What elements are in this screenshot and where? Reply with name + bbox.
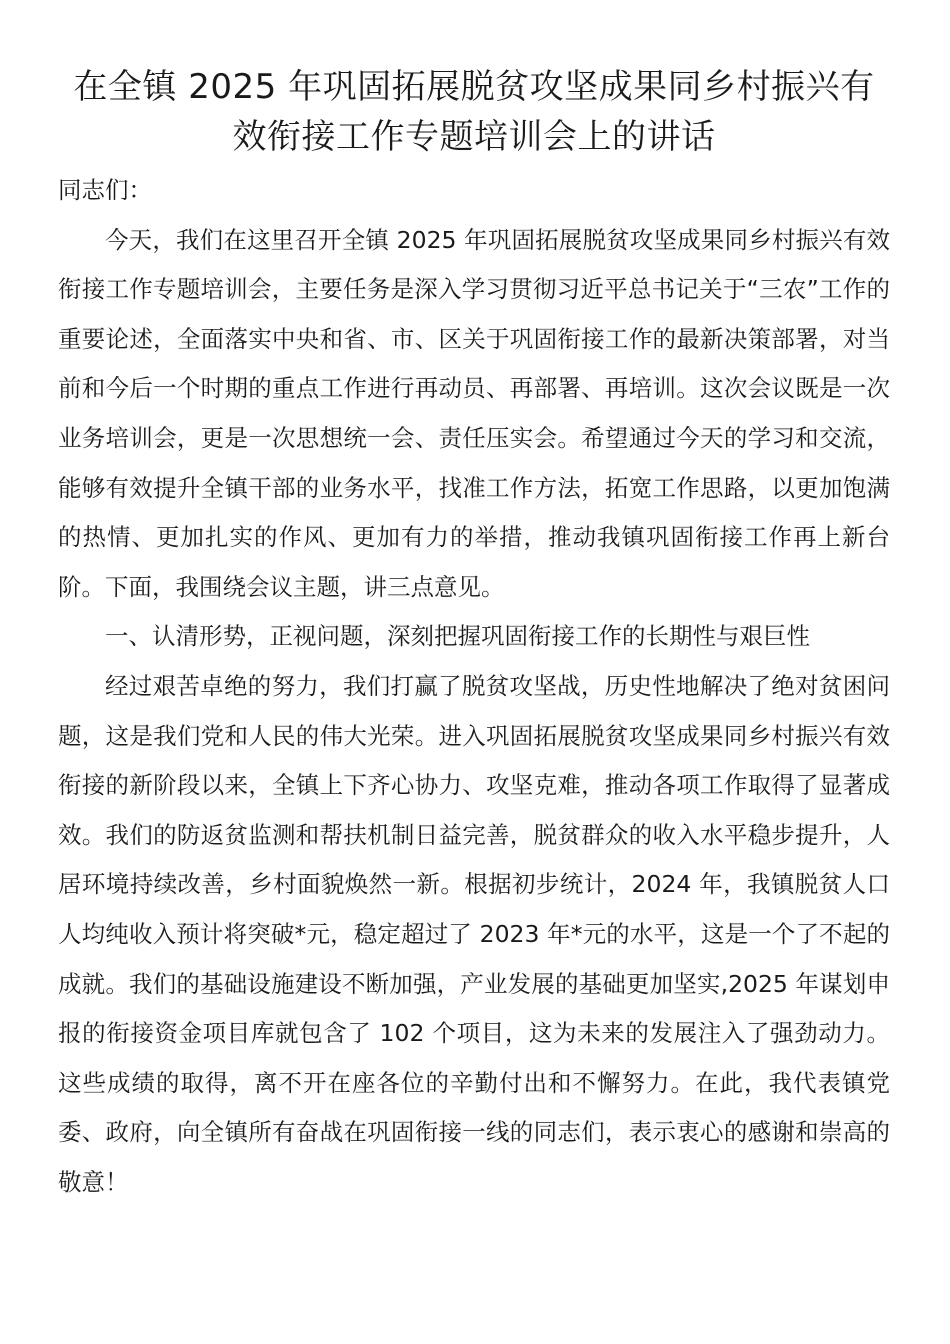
title-line-1: 在全镇 2025 年巩固拓展脱贫攻坚成果同乡村振兴有 <box>73 67 875 107</box>
section-heading-1: 一、认清形势，正视问题，深刻把握巩固衔接工作的长期性与艰巨性 <box>105 622 810 651</box>
paragraph-achievements: 经过艰苦卓绝的努力，我们打赢了脱贫攻坚战，历史性地解决了绝对贫困问题，这是我们党和人民的伟大光荣。进入巩固拓展脱贫攻坚成果同乡村振兴有效衔接的新阶段以来，全镇上下齐心协力、攻坚克难，推动各项工作取得了显著成效。我们的防返贫监测和帮扶机制日益完善，脱贫群众的收入水平稳步提升，人居环境持续改善，乡村面貌焕然一新。根据初步统计，2024 年，我镇脱贫人口人均纯收入预计将突破*元，稳定超过了 2023 年*元的水平，这是一个了不起的成就。我们的基础设施建设不断加强，产业发展的基础更加坚实,2025 年谋划申报的衔接资金项目库就包含了 102 个项目，这为未来的发展注入了强劲动力。这些成绩的取得，离不开在座各位的辛勤付出和不懈努力。在此，我代表镇党委、政府，向全镇所有奋战在巩固衔接一线的同志们，表示衷心的感谢和崇高的敬意！ <box>58 671 890 1196</box>
title-line-2: 效衔接工作专题培训会上的讲话 <box>232 117 716 157</box>
document-body <box>58 166 890 1207</box>
document-title <box>58 62 890 162</box>
paragraph-intro: 今天，我们在这里召开全镇 2025 年巩固拓展脱贫攻坚成果同乡村振兴有效衔接工作专题培训会，主要任务是深入学习贯彻习近平总书记关于“三农”工作的重要论述，全面落实中央和省、市、区关于巩固衔接工作的最新决策部署，对当前和今后一个时期的重点工作进行再动员、再部署、再培训。这次会议既是一次业务培训会，更是一次思想统一会、责任压实会。希望通过今天的学习和交流，能够有效提升全镇干部的业务水平，找准工作方法，拓宽工作思路，以更加饱满的热情、更加扎实的作风、更加有力的举措，推动我镇巩固衔接工作再上新台阶。下面，我围绕会议主题，讲三点意见。 <box>58 225 890 601</box>
salutation: 同志们： <box>58 176 152 204</box>
